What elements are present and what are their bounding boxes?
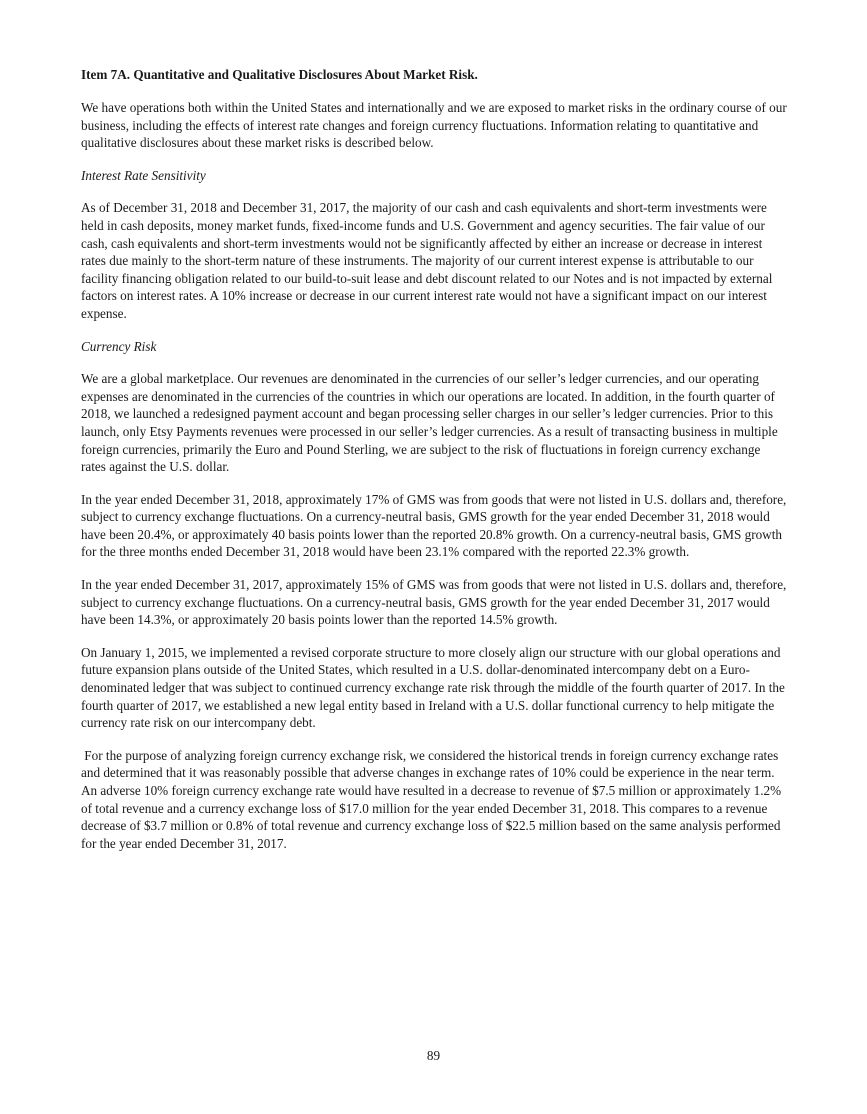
- section-heading: Item 7A. Quantitative and Qualitative Disclosures About Market Risk.: [81, 67, 478, 82]
- intro-paragraph: We have operations both within the United States and internationally and we are exposed to market risks in the ordinary course of our business, including the effects of interest rate changes and foreign currency fluctuations. Information relating to quantitative and qualitative disclosures about these market risks is described below.: [81, 100, 787, 151]
- currency-risk-paragraph-5: For the purpose of analyzing foreign currency exchange risk, we considered the historical trends in foreign currency exchange rates and determined that it was reasonably possible that adverse changes in exchange rates of 10% could be experience in the near term. An adverse 10% foreign currency exchange rate would have resulted in a decrease to revenue of $7.5 million or approximately 1.2% of total revenue and a currency exchange loss of $17.0 million for the year ended December 31, 2018. This compares to a revenue decrease of $3.7 million or 0.8% of total revenue and currency exchange loss of $22.5 million based on the same analysis performed for the year ended December 31, 2017.: [81, 747, 785, 851]
- currency-risk-subheading: Currency Risk: [81, 338, 157, 354]
- currency-risk-paragraph-3: In the year ended December 31, 2017, approximately 15% of GMS was from goods that were not listed in U.S. dollars and, therefore, subject to currency exchange fluctuations. On a currency-neutral basis, GMS growth for the year ended December 31, 2017 would have been 14.3%, or approximately 20 basis points lower than the reported 14.5% growth.: [81, 577, 787, 628]
- interest-rate-subheading: Interest Rate Sensitivity: [81, 167, 206, 183]
- interest-rate-paragraph: As of December 31, 2018 and December 31, 2017, the majority of our cash and cash equivalents and short-term investments were held in cash deposits, money market funds, fixed-income funds and U.S. Government and agency securities. The fair value of our cash, cash equivalents and short-term investments would not be significantly affected by either an increase or decrease in interest rates due mainly to the short-term nature of these instruments. The majority of our current interest expense is attributable to our facility financing obligation related to our build-to-suit lease and debt discount related to our Notes and is not impacted by external factors on interest rates. A 10% increase or decrease in our current interest rate would not have a significant impact on our interest expense.: [81, 200, 773, 321]
- currency-risk-paragraph-4: On January 1, 2015, we implemented a revised corporate structure to more closely align our structure with our global operations and future expansion plans outside of the United States, which resulted in a U.S. dollar-denominated intercompany debt on a Euro-denominated ledger that was subject to continued currency exchange rate risk through the middle of the fourth quarter of 2017. In the fourth quarter of 2017, we established a new legal entity based in Ireland with a U.S. dollar functional currency to help mitigate the currency rate risk on our intercompany debt.: [81, 644, 785, 731]
- page-number: 89: [426, 1048, 441, 1063]
- currency-risk-paragraph-1: We are a global marketplace. Our revenues are denominated in the currencies of our seller’s ledger currencies, and our operating expenses are denominated in the currencies of the countries in which our operations are located. In addition, in the fourth quarter of 2018, we launched a redesigned payment account and began processing seller charges in our seller’s ledger currencies. Prior to this launch, only Etsy Payments revenues were processed in our seller’s ledger currencies. As a result of transacting business in multiple foreign currencies, primarily the Euro and Pound Sterling, we are subject to the risk of fluctuations in foreign currency exchange rates against the U.S. dollar.: [81, 371, 778, 475]
- currency-risk-paragraph-2: In the year ended December 31, 2018, approximately 17% of GMS was from goods that were not listed in U.S. dollars and, therefore, subject to currency exchange fluctuations. On a currency-neutral basis, GMS growth for the year ended December 31, 2018 would have been 20.4%, or approximately 40 basis points lower than the reported 20.8% growth. On a currency-neutral basis, GMS growth for the three months ended December 31, 2018 would have been 23.1% compared with the reported 22.3% growth.: [81, 491, 787, 560]
- document-page: [81, 66, 787, 867]
